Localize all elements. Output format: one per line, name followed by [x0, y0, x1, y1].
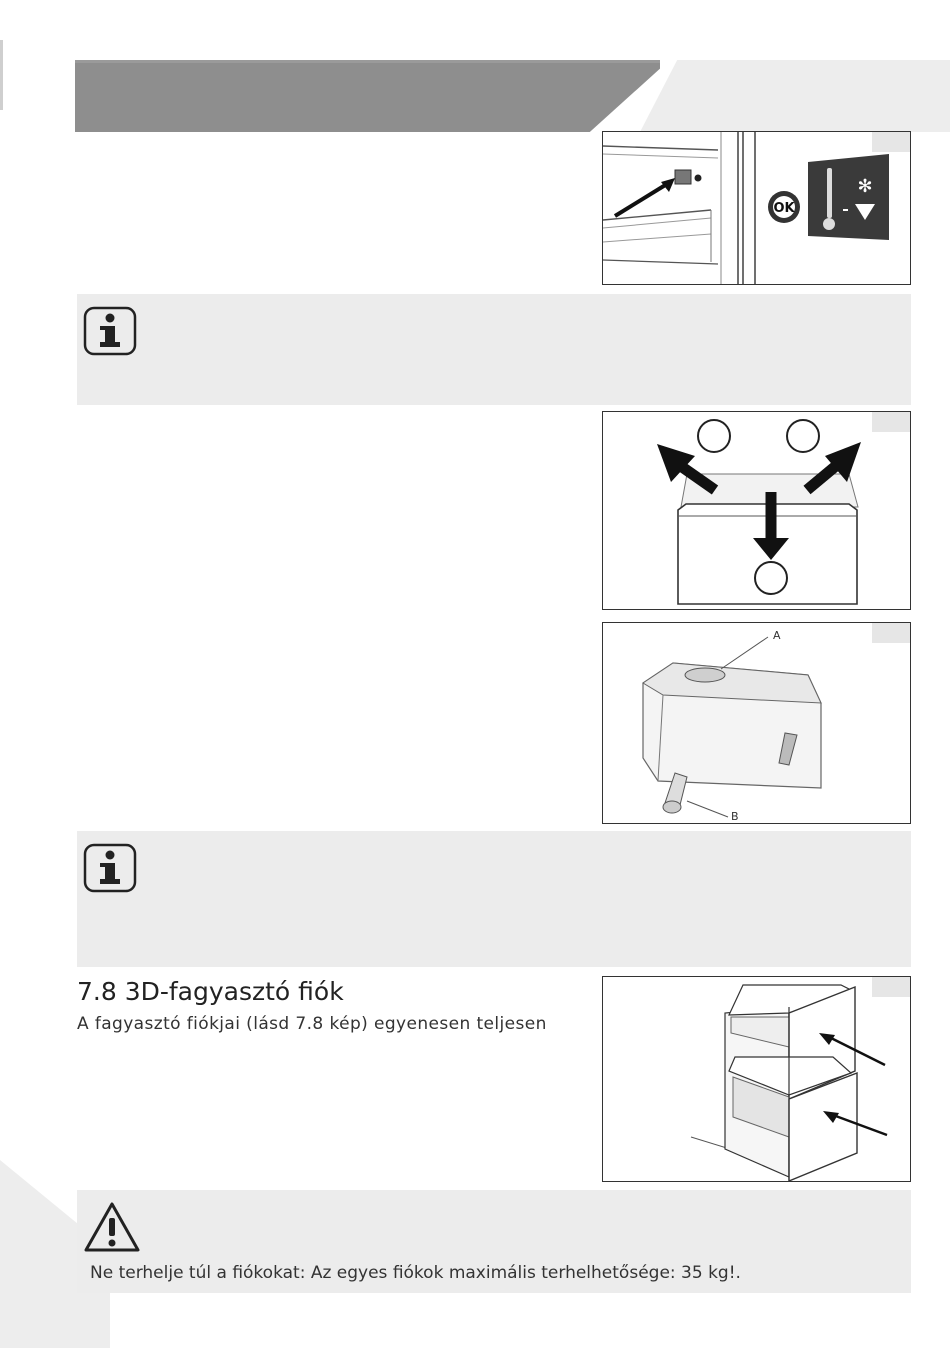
freezer-drawers-illustration [603, 977, 910, 1181]
storage-box-illustration [603, 623, 910, 823]
figure-drawer-removal [602, 411, 911, 610]
warning-triangle-icon [83, 1200, 141, 1254]
figure-tab [872, 977, 910, 997]
info-note-1 [77, 294, 911, 405]
info-note-2 [77, 831, 911, 967]
figure-storage-box [602, 622, 911, 824]
figure-tab [872, 623, 910, 643]
chapter-header-edge [75, 60, 660, 63]
warning-text: Ne terhelje túl a fiókokat: Az egyes fiókok maximális terhelhetősége: 35 kg!. [90, 1263, 741, 1283]
drawer-removal-illustration [603, 412, 910, 609]
label-a: A [773, 629, 781, 642]
section-intro: A fagyasztó fiókjai (lásd 7.8 kép) egyenesen teljesen [77, 1014, 547, 1034]
page-corner-decoration-top [640, 60, 950, 132]
svg-text:✻: ✻ [857, 176, 873, 197]
figure-control-panel [602, 131, 911, 285]
control-panel-illustration [603, 132, 910, 284]
label-b: B [731, 810, 739, 823]
info-icon [83, 306, 137, 356]
figure-freezer-drawers [602, 976, 911, 1182]
ok-button-label: OK [773, 201, 795, 216]
page-edge-stripe [0, 40, 3, 110]
section-heading: 7.8 3D-fagyasztó fiók [77, 977, 344, 1006]
chapter-header-bar [75, 60, 660, 132]
figure-tab [872, 412, 910, 432]
figure-tab [872, 132, 910, 152]
warning-note [77, 1190, 911, 1293]
info-icon [83, 843, 137, 893]
